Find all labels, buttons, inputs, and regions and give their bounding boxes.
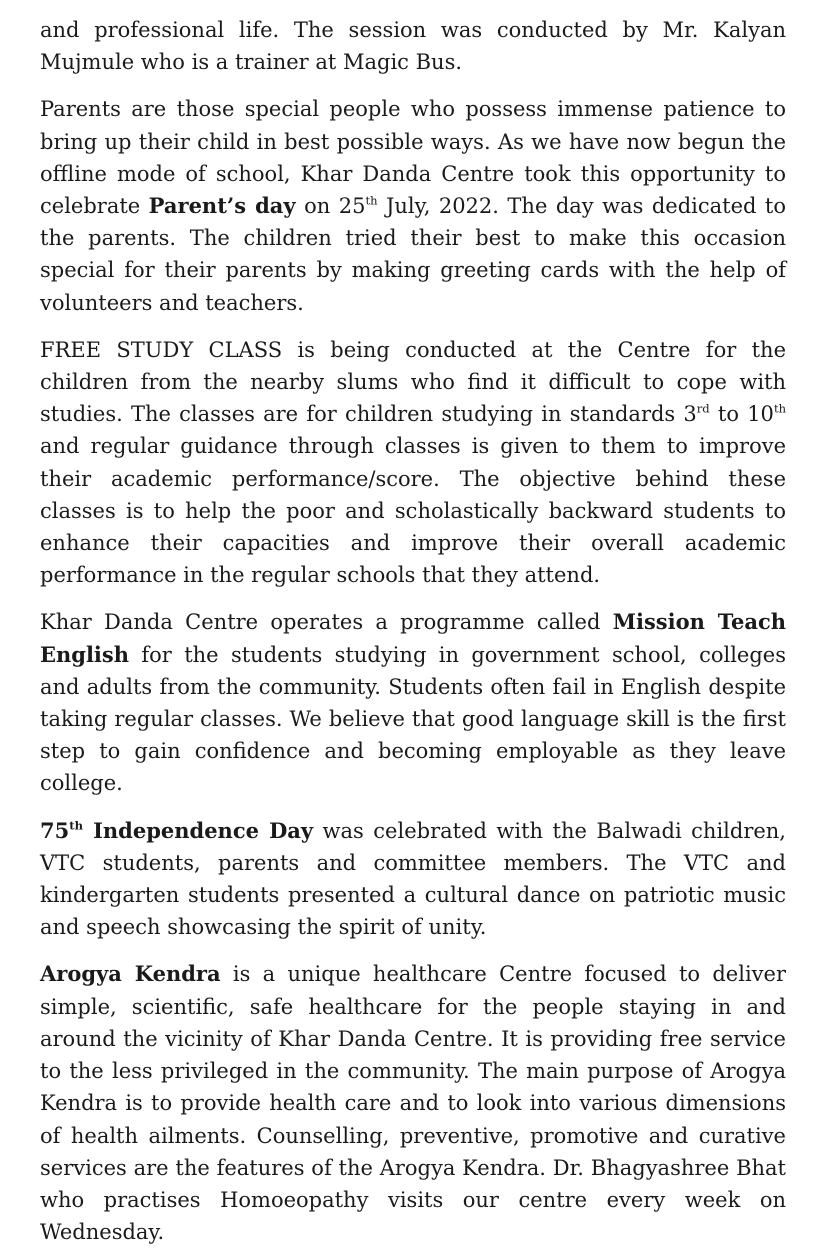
text-run: Khar Danda Centre operates a programme called xyxy=(40,610,613,635)
bold-text: Arogya Kendra xyxy=(40,961,221,987)
paragraph-mission-teach-english xyxy=(40,606,786,799)
text-run: was celebrated with the Balwadi children, VTC students, parents and committee members. The VTC and kindergarten students presented a cultural dance on patriotic music and speech showcasing the spirit of unity. xyxy=(40,818,786,940)
paragraph-free-study-class xyxy=(40,334,786,592)
bold-text: Parent’s day xyxy=(148,193,296,219)
paragraph-arogya-kendra xyxy=(40,958,786,1248)
text-run: Parents are those special people who possess immense patience to bring up their child in best possible ways. As we have now begun the offline mode of school, Khar Danda Centre took this opportunity to celebrate xyxy=(40,97,786,219)
text-run: FREE STUDY CLASS is being conducted at the Centre for the children from the nearby slums who find it difficult to cope with studies. The classes are for children studying in standards 3 xyxy=(40,337,786,427)
text-run: and regular guidance through classes is given to them to improve their academic performance/score. The objective behind these classes is to help the poor and scholastically backward students to enhance their capacities and improve their overall academic performance in the regular schools that they attend. xyxy=(40,434,786,588)
superscript: th xyxy=(69,818,83,833)
text-run: to 10 xyxy=(709,402,774,427)
text-run: July, 2022. The day was dedicated to the parents. The children tried their best to make this occasion special for their parents by making greeting cards with the help of volunteers and teachers. xyxy=(40,194,786,315)
superscript: rd xyxy=(696,401,710,416)
bold-text: Independence Day xyxy=(82,817,314,843)
paragraph-parents-day xyxy=(40,93,786,318)
paragraph-independence-day xyxy=(40,815,786,944)
superscript: th xyxy=(365,193,378,208)
text-run: is a unique healthcare Centre focused to deliver simple, scientific, safe healthcare for the people staying in and around the vicinity of Khar Danda Centre. It is providing free service to the less privileged in the community. The main purpose of Arogya Kendra is to provide health care and to look into various dimensions of health ailments. Counselling, preventive, promotive and curative services are the features of the Arogya Kendra. Dr. Bhagyashree Bhat who practises Homoeopathy visits our centre every week on Wednesday. xyxy=(40,962,786,1245)
paragraph-session xyxy=(40,14,786,78)
text-run: for the students studying in government school, colleges and adults from the community. Students often fail in English despite taking regular classes. We believe that good language skill is the first step to gain confidence and becoming employable as they leave college. xyxy=(40,642,786,796)
text-run: on 25 xyxy=(295,194,366,219)
text-run: and professional life. The session was conducted by Mr. Kalyan Mujmule who is a trainer at Magic Bus. xyxy=(40,18,786,75)
bold-text: Mission Teach English xyxy=(40,609,786,667)
superscript: th xyxy=(773,401,787,416)
bold-text: 75 xyxy=(40,817,70,843)
